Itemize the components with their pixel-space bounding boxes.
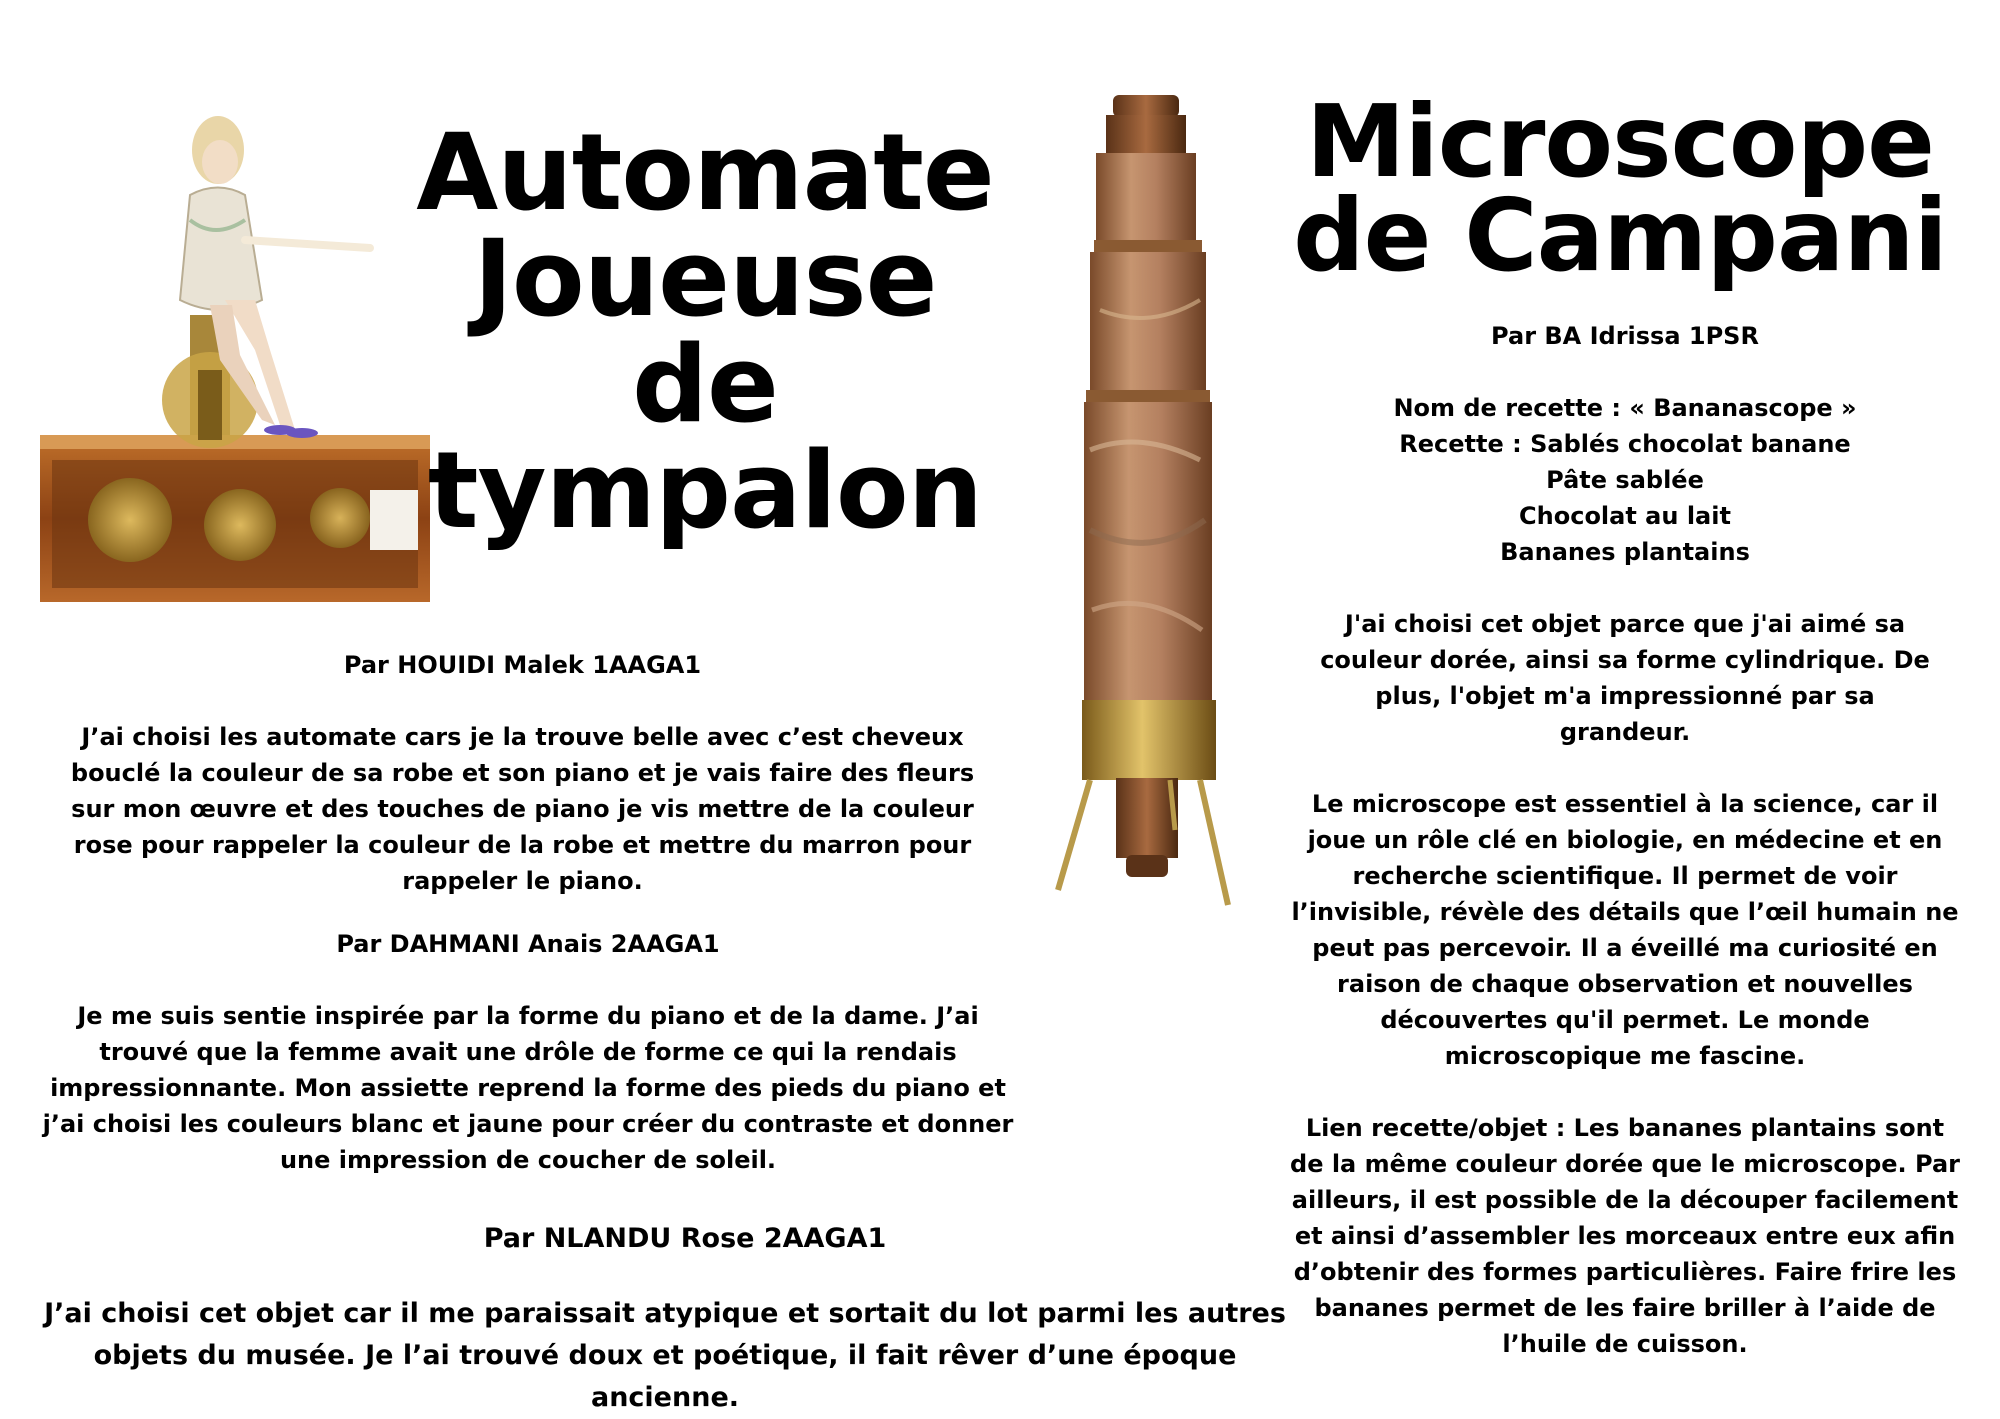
recipe-line: Chocolat au lait — [1519, 502, 1731, 530]
entry-houidi — [55, 647, 990, 899]
paragraph: J'ai choisi cet objet parce que j'ai aimé sa couleur dorée, ainsi sa forme cylindrique. De plus, l'objet m'a impressionné par sa grandeur. — [1320, 610, 1930, 746]
entry-nlandu — [30, 1219, 1300, 1419]
left-title-line: Joueuse de — [473, 217, 937, 446]
recipe-block — [1290, 390, 1960, 570]
recipe-line: Recette : Sablés chocolat banane — [1399, 430, 1851, 458]
left-title-line: tympalon — [427, 429, 983, 552]
author-byline: Par NLANDU Rose 2AAGA1 — [483, 1223, 887, 1254]
paragraph: J’ai choisi les automate cars je la trouve belle avec c’est cheveux bouclé la couleur de sa robe et son piano et je vais faire des fleurs sur mon œuvre et des touches de piano je vis mettre de la couleur rose pour rappeler la couleur de la robe et mettre du marron pour rappeler le piano. — [70, 723, 975, 895]
paragraph: Lien recette/objet : Les bananes plantains sont de la même couleur dorée que le microscope. Par ailleurs, il est possible de la découper facilement et ainsi d’assembler les morceaux entre eux afin d’obtenir des formes particulières. Faire frire les bananes permet de les faire briller à l’aide de l’huile de cuisson. — [1290, 1114, 1960, 1358]
paragraph: J’ai choisi cet objet car il me paraissait atypique et sortait du lot parmi les autres objets du musée. Je l’ai trouvé doux et poétique, il fait rêver d’une époque ancienne. — [44, 1298, 1286, 1413]
author-byline: Par DAHMANI Anais 2AAGA1 — [336, 930, 720, 958]
paragraph: Je me suis sentie inspirée par la forme du piano et de la dame. J’ai trouvé que la femme avait une drôle de forme ce qui la rendais impressionnante. Mon assiette reprend la forme des pieds du piano et j’ai choisi les couleurs blanc et jaune pour créer du contraste et donner une impression de coucher de soleil. — [42, 1002, 1014, 1174]
left-title-line: Automate — [416, 111, 994, 234]
author-byline: Par HOUIDI Malek 1AAGA1 — [343, 651, 702, 679]
automaton-image — [40, 100, 430, 602]
right-title-line: Microscope — [1306, 83, 1934, 200]
paragraph: Le microscope est essentiel à la science, car il joue un rôle clé en biologie, en médecine et en recherche scientifique. Il permet de voir l’invisible, révèle des détails que l’œil humain ne peut pas percevoir. Il a éveillé ma curiosité en raison de chaque observation et nouvelles découvertes qu'il permet. Le monde microscopique me fascine. — [1291, 790, 1959, 1070]
recipe-line: Pâte sablée — [1546, 466, 1704, 494]
left-title — [385, 111, 1025, 552]
right-column — [1290, 318, 1960, 1362]
right-title — [1260, 83, 1980, 294]
recipe-line: Bananes plantains — [1500, 538, 1750, 566]
entry-dahmani — [38, 926, 1018, 1178]
author-byline: Par BA Idrissa 1PSR — [1491, 322, 1759, 350]
microscope-image — [1050, 90, 1250, 910]
recipe-line: Nom de recette : « Bananascope » — [1393, 394, 1857, 422]
right-title-line: de Campani — [1293, 177, 1947, 294]
